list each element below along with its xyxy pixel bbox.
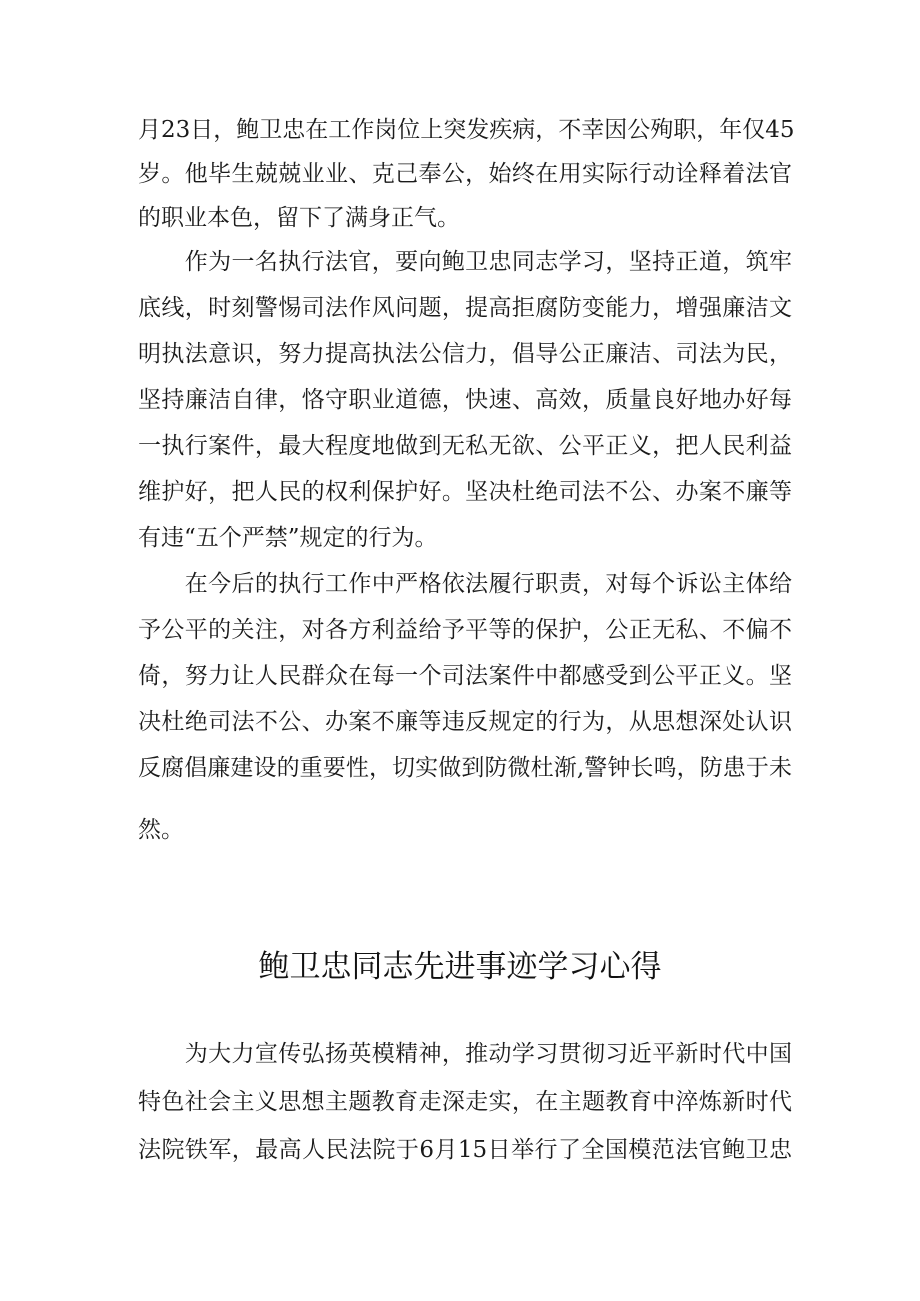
- paragraph-2-line-3: 明执法意识，努力提高执法公信力，倡导公正廉洁、司法为民，: [138, 341, 792, 367]
- paragraph-2-line-4: 坚持廉洁自律，恪守职业道德，快速、高效，质量良好地办好每: [138, 387, 792, 413]
- paragraph-1-line-1: 月23日，鲍卫忠在工作岗位上突发疾病，不幸因公殉职，年仅45: [138, 117, 795, 143]
- paragraph-1-line-2: 岁。他毕生兢兢业业、克己奉公，始终在用实际行动诠释着法官: [138, 161, 792, 187]
- paragraph-4-line-3: 法院铁军，最高人民法院于6月15日举行了全国模范法官鲍卫忠: [138, 1137, 792, 1163]
- paragraph-4-line-2: 特色社会主义思想主题教育走深走实，在主题教育中淬炼新时代: [138, 1089, 792, 1115]
- paragraph-3-line-2: 予公平的关注，对各方利益给予平等的保护，公正无私、不偏不: [138, 617, 792, 643]
- paragraph-3-line-1: 在今后的执行工作中严格依法履行职责，对每个诉讼主体给: [138, 571, 792, 597]
- paragraph-3-line-5: 反腐倡廉建设的重要性，切实做到防微杜渐,警钟长鸣，防患于未: [138, 755, 792, 781]
- paragraph-2-line-5: 一执行案件，最大程度地做到无私无欲、公平正义，把人民利益: [138, 433, 792, 459]
- paragraph-1-line-3: 的职业本色，留下了满身正气。: [138, 205, 460, 231]
- paragraph-2-line-7: 有违“五个严禁”规定的行为。: [138, 525, 438, 551]
- paragraph-4-line-1: 为大力宣传弘扬英模精神，推动学习贯彻习近平新时代中国: [138, 1041, 792, 1067]
- paragraph-2-line-2: 底线，时刻警惕司法作风问题，提高拒腐防变能力，增强廉洁文: [138, 295, 792, 321]
- paragraph-3-line-4: 决杜绝司法不公、办案不廉等违反规定的行为，从思想深处认识: [138, 709, 792, 735]
- paragraph-3-line-6: 然。: [138, 817, 184, 843]
- section-heading: 鲍卫忠同志先进事迹学习心得: [258, 949, 662, 985]
- paragraph-2-line-6: 维护好，把人民的权利保护好。坚决杜绝司法不公、办案不廉等: [138, 479, 792, 505]
- paragraph-3-line-3: 倚，努力让人民群众在每一个司法案件中都感受到公平正义。坚: [138, 663, 792, 689]
- paragraph-2-line-1: 作为一名执行法官，要向鲍卫忠同志学习，坚持正道，筑牢: [138, 249, 792, 275]
